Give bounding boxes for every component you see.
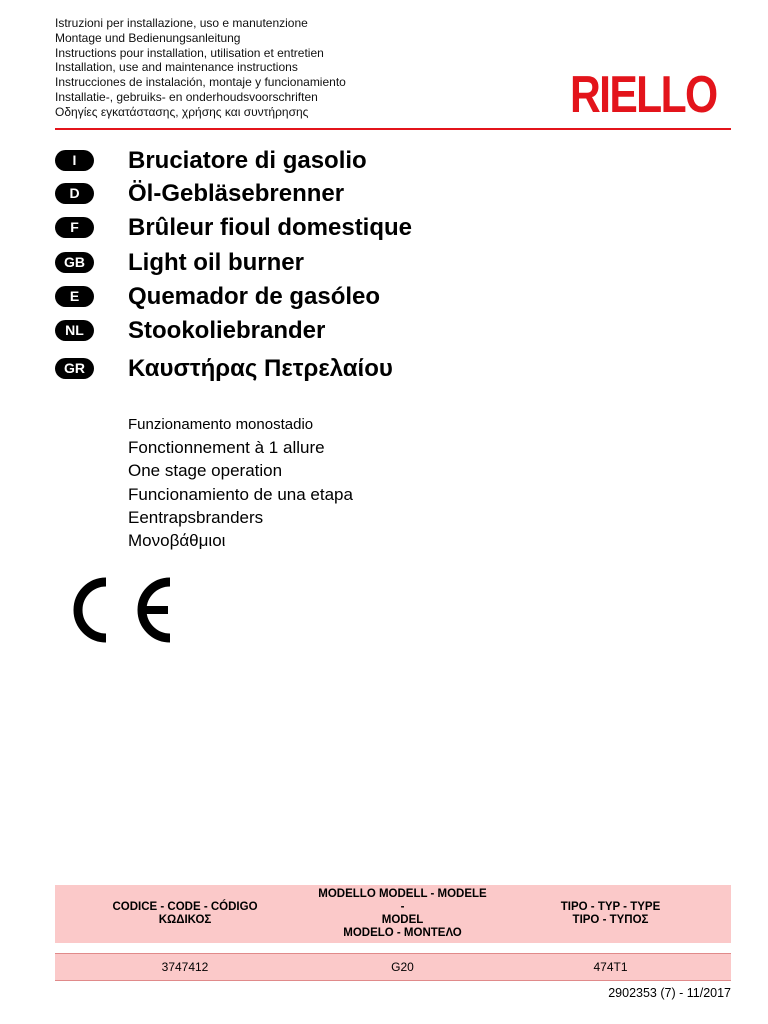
lang-title-nl: Stookoliebrander: [128, 317, 326, 344]
operation-line-it: Funzionamento monostadio: [128, 416, 314, 433]
instruction-line-es: Instrucciones de instalación, montaje y funcionamiento: [55, 75, 346, 90]
lang-badge-es: E: [55, 286, 94, 307]
instruction-line-de: Montage und Bedienungsanleitung: [55, 30, 241, 45]
header-divider: [55, 128, 731, 130]
product-info-table: [55, 885, 731, 981]
operation-line-gr: Μονοβάθμιοι: [128, 531, 226, 551]
lang-row-fr: [55, 213, 655, 243]
instructions-list: [55, 16, 495, 120]
lang-badge-gr: GR: [55, 358, 94, 379]
header-type: TIPO - TYP - TYPE TIPO - ΤΥΠΟΣ: [490, 885, 731, 943]
operation-list: [128, 414, 528, 552]
lang-row-gr: [55, 354, 655, 384]
instruction-line-gr: Οδηγίες εγκατάστασης, χρήσης και συντήρησης: [55, 104, 309, 119]
cell-code: 3747412: [55, 954, 315, 981]
lang-badge-it: I: [55, 150, 94, 171]
document-number: 2902353 (7) - 11/2017: [608, 986, 731, 1000]
ce-mark-icon: [72, 576, 182, 644]
operation-line-fr: Fonctionnement à 1 allure: [128, 438, 325, 457]
lang-title-de: Öl-Gebläsebrenner: [128, 180, 345, 207]
instruction-line-en: Installation, use and maintenance instructions: [55, 60, 298, 75]
lang-badge-nl: NL: [55, 320, 94, 341]
lang-badge-gb: GB: [55, 252, 94, 273]
lang-title-gb: Light oil burner: [128, 249, 304, 276]
instruction-line-fr: Instructions pour installation, utilisation et entretien: [55, 45, 324, 60]
lang-title-it: Bruciatore di gasolio: [128, 147, 367, 174]
table-gap: [55, 943, 731, 954]
instruction-line-it: Istruzioni per installazione, uso e manutenzione: [55, 16, 308, 30]
table-row: [55, 954, 731, 981]
header-code: CODICE - CODE - CÓDIGO ΚΩΔΙΚΟΣ: [55, 885, 315, 943]
lang-badge-de: D: [55, 183, 94, 204]
lang-row-nl: [55, 316, 655, 346]
lang-badge-fr: F: [55, 217, 94, 238]
header-model: MODELLO MODELL - MODELE - MODEL MODELO - ΜΟΝΤΕΛΟ: [315, 885, 490, 943]
lang-row-gb: [55, 248, 655, 278]
operation-line-nl: Eentrapsbranders: [128, 507, 264, 527]
lang-row-es: [55, 282, 655, 312]
operation-line-es: Funcionamiento de una etapa: [128, 484, 353, 504]
lang-title-fr: Brûleur fioul domestique: [128, 214, 413, 241]
lang-row-de: [55, 179, 655, 209]
table-header-row: [55, 885, 731, 943]
instruction-line-nl: Installatie-, gebruiks- en onderhoudsvoorschriften: [55, 89, 318, 104]
riello-logo: RIELLO: [570, 66, 717, 124]
cell-model: G20: [315, 954, 490, 981]
lang-row-it: [55, 146, 655, 176]
lang-title-gr: Καυστήρας Πετρελαίου: [128, 355, 393, 382]
operation-line-en: One stage operation: [128, 461, 283, 481]
cell-type: 474T1: [490, 954, 731, 981]
lang-title-es: Quemador de gasóleo: [128, 283, 381, 310]
